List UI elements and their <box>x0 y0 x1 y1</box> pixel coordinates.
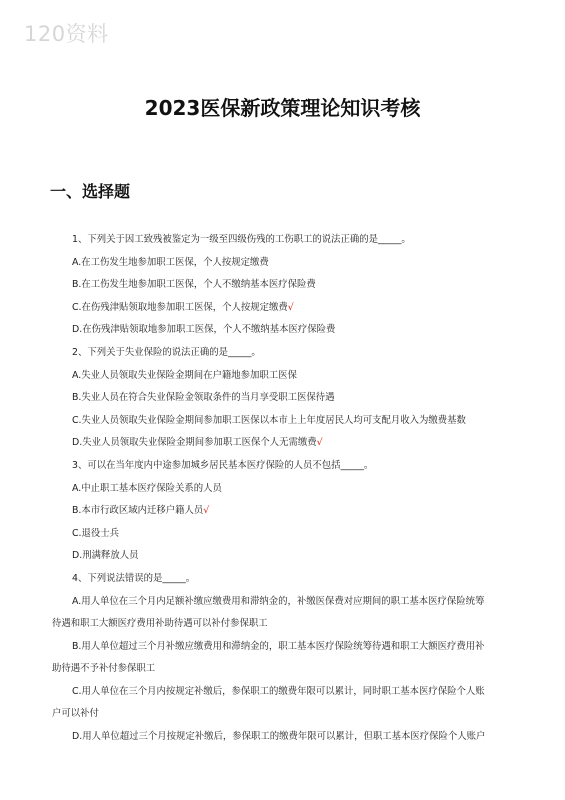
answer-option <box>0 500 565 523</box>
question-stem <box>0 229 565 252</box>
answer-option <box>0 365 565 388</box>
correct-answer-checkmark-icon: √ <box>203 505 210 517</box>
answer-option <box>0 545 565 568</box>
question-stem <box>0 342 565 365</box>
section-heading: 一、选择题 <box>50 182 131 201</box>
answer-option <box>0 319 565 342</box>
line-text: A.用人单位在三个月内足额补缴应缴费用和滞纳金的，补缴医保费对应期间的职工基本医疗保险统筹 <box>72 595 485 607</box>
question-stem <box>0 568 565 591</box>
line-text: 助待遇不予补付参保职工 <box>52 663 156 675</box>
answer-option <box>0 432 565 455</box>
line-text: D.刑满释放人员 <box>72 550 139 562</box>
line-text: 户可以补付 <box>52 708 99 720</box>
answer-option-continuation <box>0 613 565 636</box>
answer-option <box>0 252 565 275</box>
document-title: 2023医保新政策理论知识考核 <box>144 96 421 120</box>
line-text: 待遇和职工大额医疗费用补助待遇可以补付参保职工 <box>52 618 268 630</box>
answer-option <box>0 387 565 410</box>
correct-answer-checkmark-icon: √ <box>287 301 294 313</box>
line-text: D.在伤残津贴领取地参加职工医保，个人不缴纳基本医疗保险费 <box>72 324 336 336</box>
line-text: B.用人单位超过三个月补缴应缴费用和滞纳金的，职工基本医疗保险统筹待遇和职工大额医疗费用补 <box>72 640 485 652</box>
correct-answer-checkmark-icon: √ <box>316 437 323 449</box>
answer-option <box>0 478 565 501</box>
answer-option <box>0 297 565 320</box>
answer-option-continuation <box>0 658 565 681</box>
answer-option <box>0 410 565 433</box>
line-text: 2、下列关于失业保险的说法正确的是_____。 <box>72 346 261 358</box>
line-text: C.失业人员领取失业保险金期间参加职工医保以本市上上年度居民人均可支配月收入为缴费基数 <box>72 414 466 426</box>
line-text: B.本市行政区域内迁移户籍人员 <box>72 505 204 517</box>
line-text: B.失业人员在符合失业保险金领取条件的当月享受职工医保待遇 <box>72 392 335 404</box>
line-text: 4、下列说法错误的是_____。 <box>72 572 196 584</box>
watermark: 120资料 <box>24 22 109 46</box>
line-text: A.在工伤发生地参加职工医保，个人按规定缴费 <box>72 256 269 268</box>
line-text: C.在伤残津贴领取地参加职工医保，个人按规定缴费 <box>72 301 288 313</box>
answer-option-continuation <box>0 703 565 726</box>
line-text: C.退役士兵 <box>72 527 120 539</box>
answer-option <box>0 726 565 749</box>
line-text: D.失业人员领取失业保险金期间参加职工医保个人无需缴费 <box>72 437 317 449</box>
line-text: A.中止职工基本医疗保险关系的人员 <box>72 482 222 494</box>
answer-option <box>0 274 565 297</box>
question-stem <box>0 455 565 478</box>
line-text: 3、可以在当年度内中途参加城乡居民基本医疗保险的人员不包括_____。 <box>72 459 374 471</box>
question-list <box>0 229 565 749</box>
answer-option <box>0 636 565 659</box>
answer-option <box>0 681 565 704</box>
line-text: D.用人单位超过三个月按规定补缴后，参保职工的缴费年限可以累计，但职工基本医疗保险个人账户 <box>72 731 486 743</box>
line-text: B.在工伤发生地参加职工医保，个人不缴纳基本医疗保险费 <box>72 279 316 291</box>
line-text: 1、下列关于因工致残被鉴定为一级至四级伤残的工伤职工的说法正确的是_____。 <box>72 234 411 245</box>
answer-option <box>0 591 565 614</box>
answer-option <box>0 523 565 546</box>
line-text: A.失业人员领取失业保险金期间在户籍地参加职工医保 <box>72 369 297 381</box>
line-text: C.用人单位在三个月内按规定补缴后，参保职工的缴费年限可以累计，同时职工基本医疗保险个人账 <box>72 685 485 697</box>
